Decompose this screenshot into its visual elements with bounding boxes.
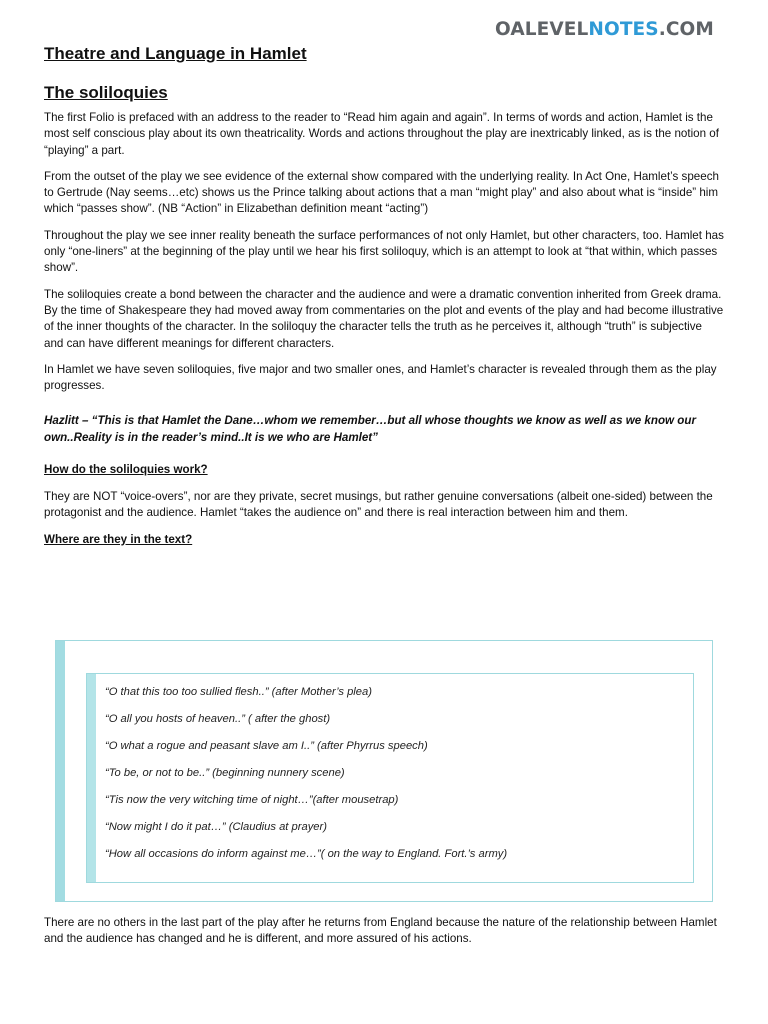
soliloquy-item: “How all occasions do inform against me…”( on the way to England. Fort.’s army)	[105, 848, 508, 860]
paragraph-folio: The first Folio is prefaced with an address to the reader to “Read him again and again”. In terms of words and action, Hamlet is the most self conscious play about its own theatricality. Words and actions throughout the play are inextricably linked, as is the notion of “playing” a part.	[44, 111, 719, 157]
hazlitt-quote: Hazlitt – “This is that Hamlet the Dane…whom we remember…but all whose thoughts we know as well as we know our own..Reality is in the reader’s mind..It is we who are Hamlet”	[44, 414, 696, 444]
soliloquy-list	[105, 684, 507, 873]
paragraph-outset: From the outset of the play we see evidence of the external show compared with the underlying reality. In Act One, Hamlet’s speech to Gertrude (Nay seems…etc) shows us the Prince talking about actions that a man “might play” and also about what is “inside” him which “passes show”. (NB “Action” in Elizabethan definition meant “acting”)	[44, 169, 719, 216]
paragraph-inner-reality: Throughout the play we see inner reality beneath the surface performances of not only Hamlet, but other characters, too. Hamlet has only “one-liners” at the beginning of the play until we hear his first soliloquy, which is an attempt to look at “that within, which passes show”.	[44, 228, 724, 275]
soliloquy-item: “O what a rogue and peasant slave am I..” (after Phyrrus speech)	[105, 740, 428, 752]
soliloquy-item: “To be, or not to be..” (beginning nunnery scene)	[105, 767, 345, 779]
soliloquy-item: “O that this too too sullied flesh..” (after Mother’s plea)	[105, 686, 372, 698]
site-logo	[495, 19, 714, 40]
soliloquy-item: “Now might I do it pat…” (Claudius at prayer)	[105, 821, 327, 833]
how-paragraph: They are NOT “voice-overs”, nor are they private, secret musings, but rather genuine conversations (albeit one-sided) between the protagonist and the audience. Hamlet “takes the audience on” and there is real interaction between him and them.	[44, 490, 713, 520]
inner-accent-bar	[87, 674, 96, 882]
closing-paragraph: There are no others in the last part of the play after he returns from England because the nature of the relationship between Hamlet and the audience has changed and he is different, and more assured of his actions.	[44, 916, 717, 946]
page-title: Theatre and Language in Hamlet	[44, 44, 307, 63]
document-body	[44, 43, 724, 559]
paragraph-seven-soliloquies: In Hamlet we have seven soliloquies, five major and two smaller ones, and Hamlet’s character is revealed through them as the play progresses.	[44, 362, 717, 393]
where-heading: Where are they in the text?	[44, 532, 193, 546]
soliloquy-item: “O all you hosts of heaven..” ( after the ghost)	[105, 713, 331, 725]
logo-text-com: .COM	[658, 19, 714, 40]
paragraph-bond: The soliloquies create a bond between the character and the audience and were a dramatic convention inherited from Greek drama. By the time of Shakespeare they had moved away from commentaries on the plot and events of the play and had become illustrative of the inner thoughts of the character. In the soliloquy the character tells the truth as he perceives it, although “truth” is subjective and can have different meanings for different characters.	[44, 287, 724, 350]
logo-text-oalevel: OALEVEL	[495, 19, 589, 40]
soliloquy-item: “Tis now the very witching time of night…”(after mousetrap)	[105, 794, 399, 806]
section-heading: The soliloquies	[44, 83, 168, 102]
soliloquy-inner-box	[86, 673, 694, 883]
how-heading: How do the soliloquies work?	[44, 463, 208, 477]
soliloquy-box	[55, 640, 713, 902]
box-accent-bar	[56, 641, 65, 901]
logo-text-notes: NOTES	[588, 19, 659, 40]
